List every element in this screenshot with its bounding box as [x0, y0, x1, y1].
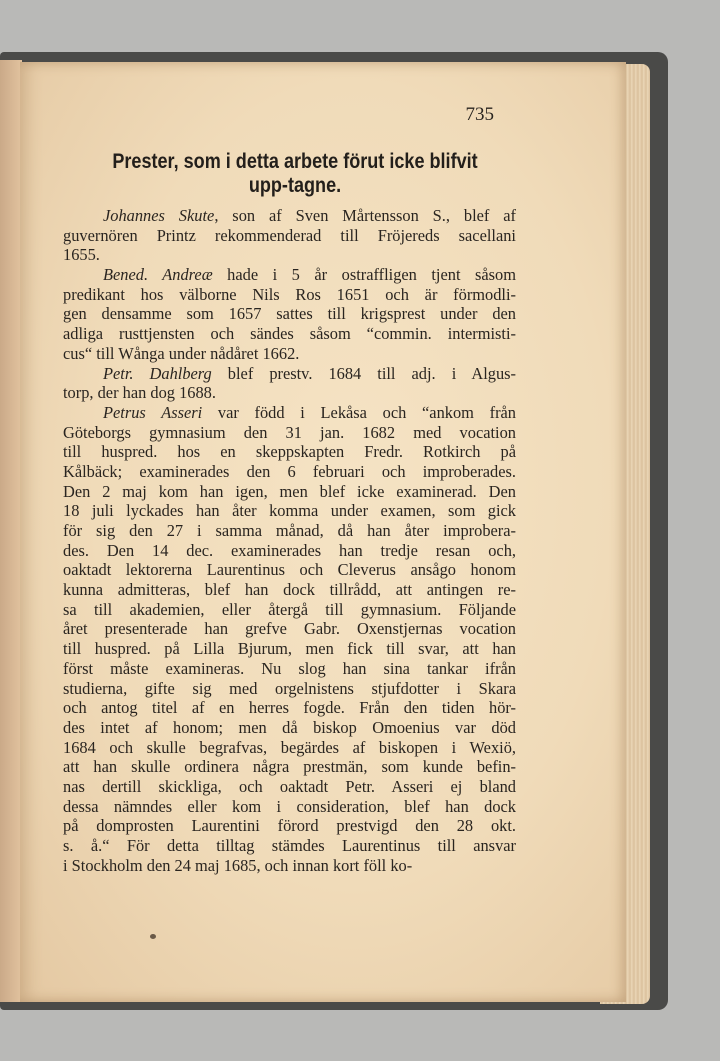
line-text: Kålbäck; examinerades den 6 februari och improberades. [63, 461, 516, 481]
line-text: blef prestv. 1684 till adj. i Algus- [211, 363, 516, 383]
line-text: guvernören Printz rekommenderad till Fröjereds sacellani [63, 225, 516, 245]
line-text: Den 2 maj kom han igen, men blef icke examinerad. Den [63, 481, 516, 501]
line-text: sa till akademien, eller återgå till gymnasium. Följande [63, 599, 516, 619]
person-name: Bened. Andreæ [103, 265, 213, 285]
text-line [63, 423, 516, 443]
line-text: Göteborgs gymnasium den 31 jan. 1682 med vocation [63, 422, 516, 442]
line-text: predikant hos välborne Nils Ros 1651 och är förmodli- [63, 284, 516, 304]
line-text: var född i Lekåsa och “ankom från [202, 402, 516, 422]
text-line [63, 285, 516, 305]
text-line [63, 718, 516, 738]
line-text: i Stockholm den 24 maj 1685, och innan kort föll ko- [63, 855, 413, 875]
line-text: , son af Sven Mårtensson S., blef af [214, 206, 517, 225]
text-line [63, 659, 516, 679]
ink-speck [150, 934, 156, 939]
line-text: adliga rusttjensten och sändes såsom “commin. intermisti- [63, 324, 516, 344]
line-text: cus“ till Wånga under nådåret 1662. [63, 343, 300, 363]
text-line [63, 304, 516, 324]
text-line [63, 501, 516, 521]
line-text: året presenterade han grefve Gabr. Oxenstjernas vocation [63, 619, 516, 639]
text-line [63, 442, 516, 462]
line-text: des intet af honom; men då biskop Omoenius var död [63, 717, 516, 737]
text-line [63, 245, 516, 265]
person-name: Petr. Dahlberg [103, 363, 212, 383]
line-text: 18 juli lyckades han åter komma under examen, som gick [63, 501, 516, 521]
line-text: för sig den 27 i samma månad, då han åter improbera- [63, 521, 516, 540]
line-text: till huspred. på Lilla Bjurum, men fick till svar, att han [63, 639, 516, 659]
text-line [63, 777, 516, 797]
line-text: hade i 5 år ostraffligen tjent såsom [212, 265, 516, 285]
line-text: gen densamme som 1657 sattes till krigsprest under den [63, 304, 516, 324]
line-text: på domprosten Laurentini förord prestvigd den 28 okt. [63, 816, 516, 836]
text-line [63, 226, 516, 246]
person-name: Johannes Skute [103, 206, 215, 225]
line-text: oaktadt lektorerna Laurentinus och Cleverus ansågo honom [63, 560, 516, 580]
line-text: des. Den 14 dec. examinerades han tredje resan och, [63, 540, 516, 560]
line-text: 1655. [63, 245, 100, 265]
text-line [63, 482, 516, 502]
text-line [63, 757, 516, 777]
text-line [63, 206, 516, 226]
line-text: till huspred. hos en skeppskapten Fredr. Rotkirch på [63, 442, 516, 462]
line-text: torp, der han dog 1688. [63, 383, 216, 403]
text-line [63, 698, 516, 718]
text-line [63, 560, 516, 580]
text-line [63, 580, 516, 600]
line-text: studierna, gifte sig med orgelnistens stjufdotter i Skara [63, 678, 516, 698]
text-line [63, 403, 516, 423]
previous-page-edge [0, 60, 22, 1002]
line-text: kunna admitteras, blef han dock tillrådd, att antingen re- [63, 580, 516, 600]
text-line [63, 364, 516, 384]
text-line [63, 836, 516, 856]
text-line [63, 344, 516, 364]
line-text: att han skulle ordinera några prestmän, som kunde befin- [63, 757, 516, 777]
text-line [63, 462, 516, 482]
text-line [63, 679, 516, 699]
person-name: Petrus Asseri [103, 402, 203, 422]
text-line [63, 856, 516, 876]
section-heading: Prester, som i detta arbete förut icke blifvit upp-tagne. [112, 150, 478, 197]
line-text: först måste examineras. Nu slog han sina tankar ifrån [63, 658, 516, 678]
line-text: s. å.“ För detta tilltag stämdes Laurentinus till ansvar [63, 836, 516, 855]
line-text: och antog titel af en herres fogde. Från den tiden hör- [63, 698, 516, 718]
text-line [63, 324, 516, 344]
text-line [63, 816, 516, 836]
line-text: 1684 och skulle begrafvas, begärdes af biskopen i Wexiö, [63, 737, 516, 757]
text-line [63, 541, 516, 561]
text-line [63, 521, 516, 541]
text-line [63, 265, 516, 285]
page-number: 735 [465, 104, 494, 125]
text-line [63, 383, 516, 403]
line-text: nas dertill skickliga, och oaktadt Petr. Asseri ej bland [63, 776, 516, 796]
text-line [63, 600, 516, 620]
body-text [63, 206, 516, 875]
text-line [63, 797, 516, 817]
text-line [63, 619, 516, 639]
text-line [63, 738, 516, 758]
line-text: dessa nämndes eller kom i consideration, blef han dock [63, 796, 516, 816]
text-line [63, 639, 516, 659]
